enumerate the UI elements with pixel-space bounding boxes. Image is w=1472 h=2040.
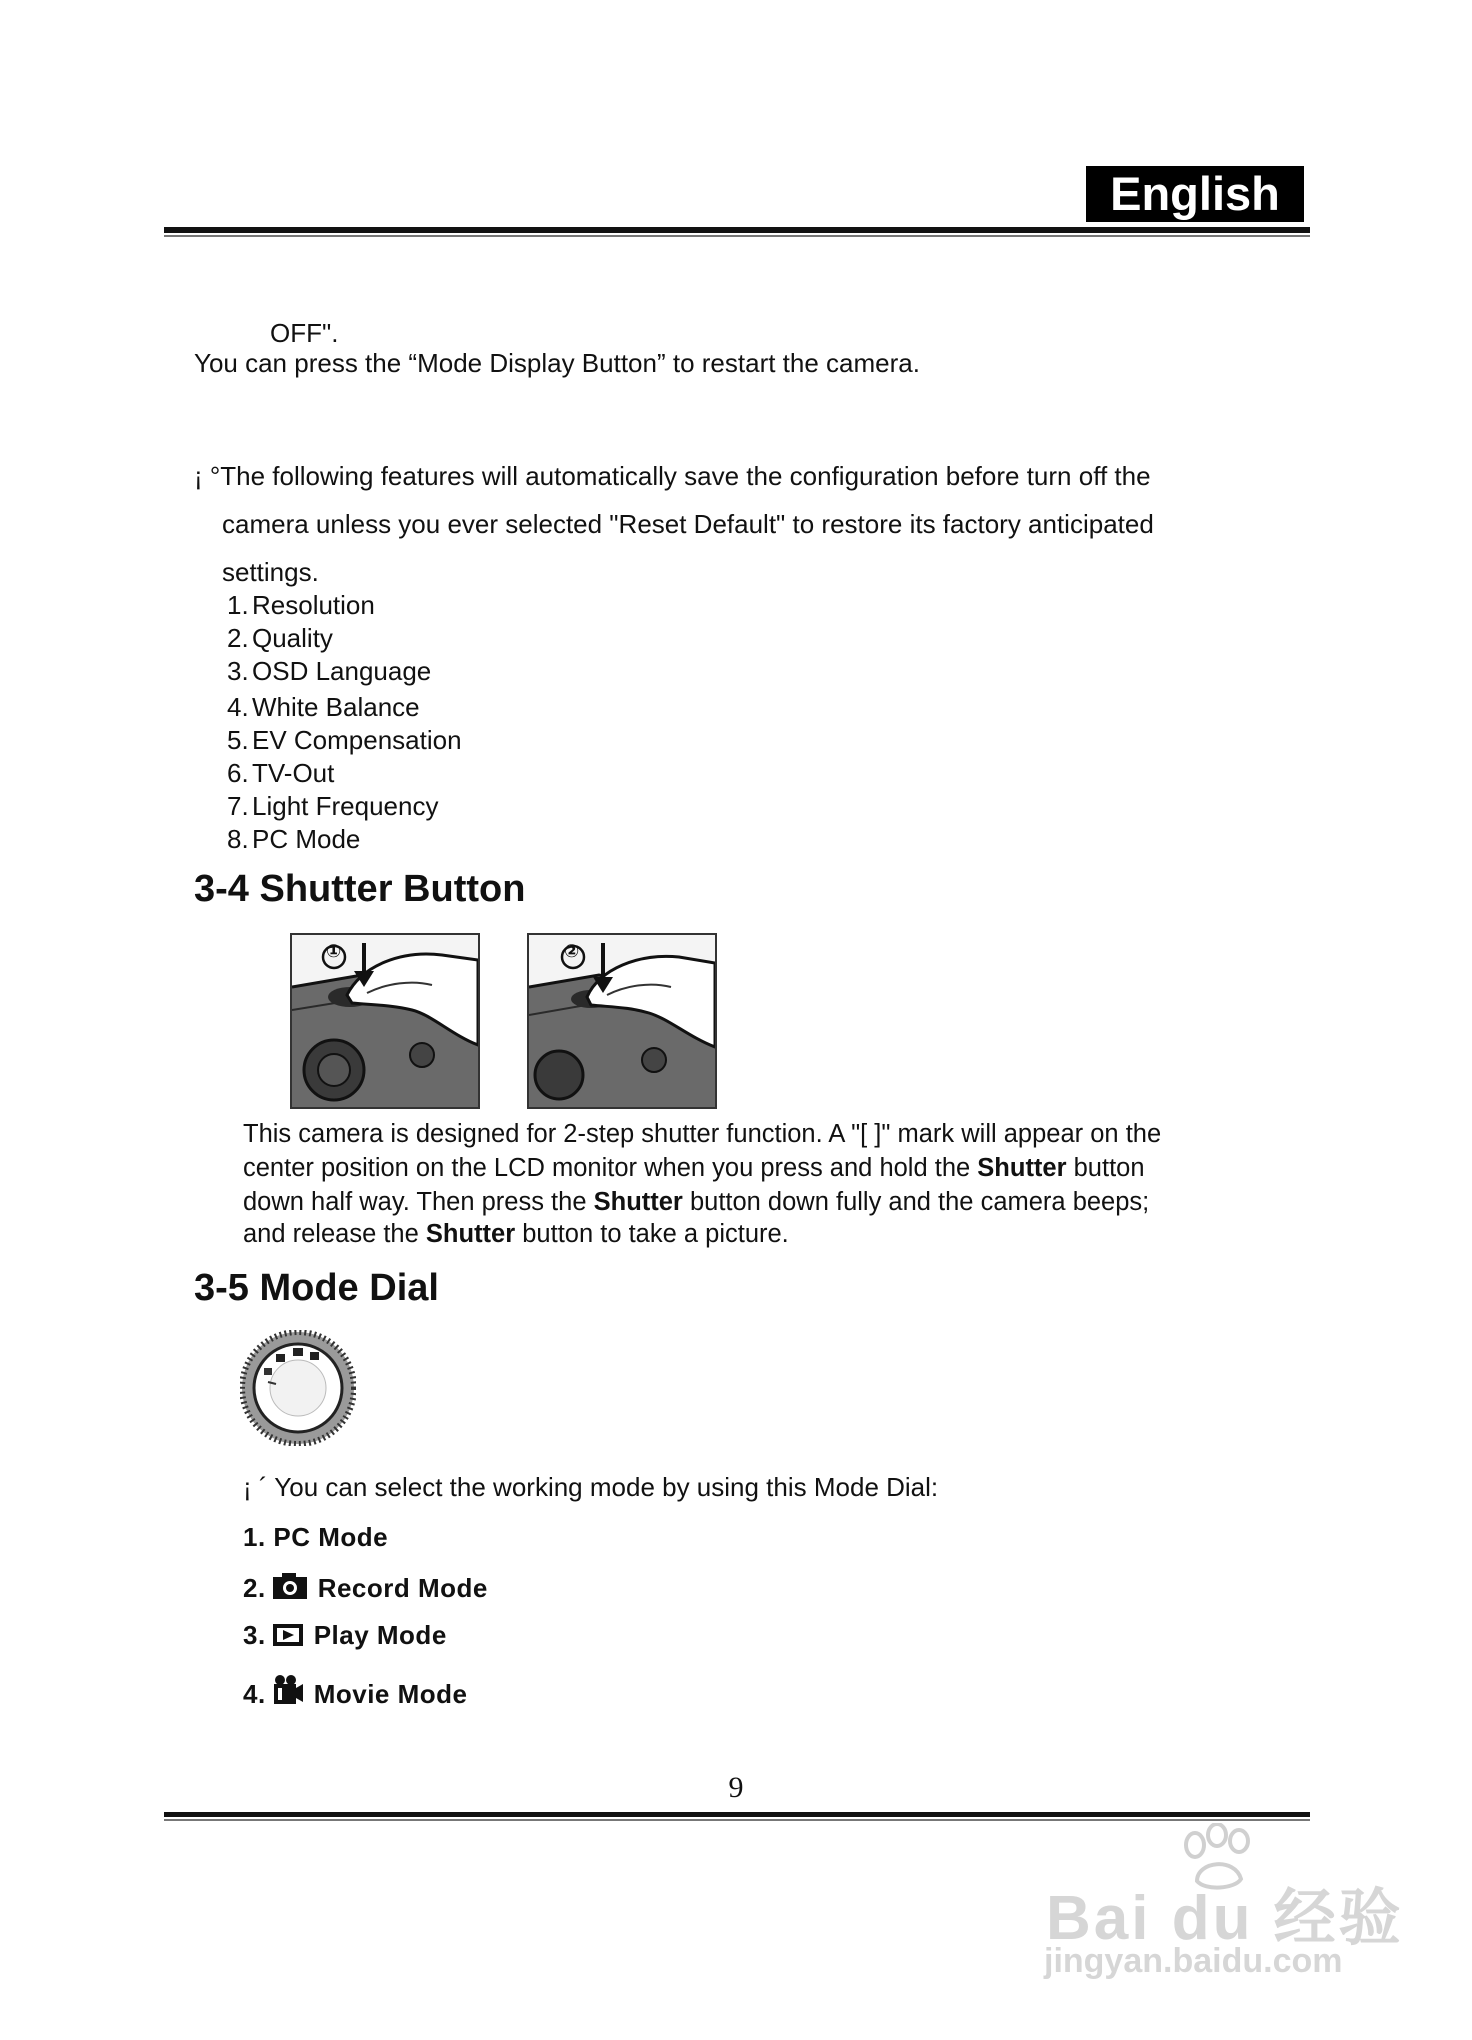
- list-item: 6. TV-Out: [227, 758, 335, 788]
- note-line-2: camera unless you ever selected "Reset Default" to restore its factory anticipated: [222, 509, 1154, 539]
- note-line-1: ¡ °The following features will automatically save the configuration before turn off the: [194, 461, 1151, 491]
- list-item: 3. Play Mode: [243, 1620, 447, 1654]
- shutter-full-press-illustration: [527, 933, 717, 1109]
- list-item: 4. Movie Mode: [243, 1674, 467, 1713]
- step-1-marker: ①: [326, 941, 342, 961]
- list-item: 8. PC Mode: [227, 824, 361, 854]
- page-number: 9: [728, 1771, 744, 1804]
- list-item: 2. Record Mode: [243, 1572, 488, 1607]
- list-item: 4. White Balance: [227, 692, 420, 722]
- list-item: 7. Light Frequency: [227, 791, 439, 821]
- shutter-paragraph-line-1: This camera is designed for 2-step shutter function. A "[ ]" mark will appear on the: [243, 1120, 1162, 1148]
- list-item: 2. Quality: [227, 623, 333, 653]
- intro-line-2: You can press the “Mode Display Button” to restart the camera.: [194, 348, 920, 378]
- footer-rule-thin: [164, 1819, 1310, 1821]
- watermark-brand: Bai du 经验: [1046, 1884, 1404, 1953]
- section-heading-mode-dial: 3-5 Mode Dial: [194, 1267, 439, 1309]
- header-rule: [164, 227, 1310, 233]
- mode-dial-illustration: [240, 1330, 356, 1446]
- play-icon: [272, 1623, 304, 1654]
- note-line-3: settings.: [222, 557, 319, 587]
- footer-rule: [164, 1812, 1310, 1817]
- header-rule-thin: [164, 235, 1310, 237]
- mode-dial-intro: ¡ ´ You can select the working mode by using this Mode Dial:: [243, 1472, 939, 1502]
- list-item: 1. PC Mode: [243, 1522, 389, 1552]
- intro-line-1: OFF".: [270, 318, 339, 348]
- shutter-paragraph-line-4: and release the Shutter button to take a picture.: [243, 1220, 789, 1248]
- list-item: 3. OSD Language: [227, 656, 432, 686]
- list-item: 5. EV Compensation: [227, 725, 462, 755]
- shutter-half-press-illustration: [290, 933, 480, 1109]
- movie-icon: [272, 1674, 304, 1713]
- shutter-paragraph-line-2: center position on the LCD monitor when you press and hold the Shutter button: [243, 1154, 1145, 1182]
- watermark-url: jingyan.baidu.com: [1044, 1942, 1343, 1980]
- step-2-marker: ②: [564, 941, 580, 961]
- language-badge: English: [1086, 166, 1304, 222]
- section-heading-shutter: 3-4 Shutter Button: [194, 868, 526, 910]
- list-item: 1. Resolution: [227, 590, 375, 620]
- camera-icon: [272, 1572, 308, 1607]
- shutter-paragraph-line-3: down half way. Then press the Shutter button down fully and the camera beeps;: [243, 1188, 1150, 1216]
